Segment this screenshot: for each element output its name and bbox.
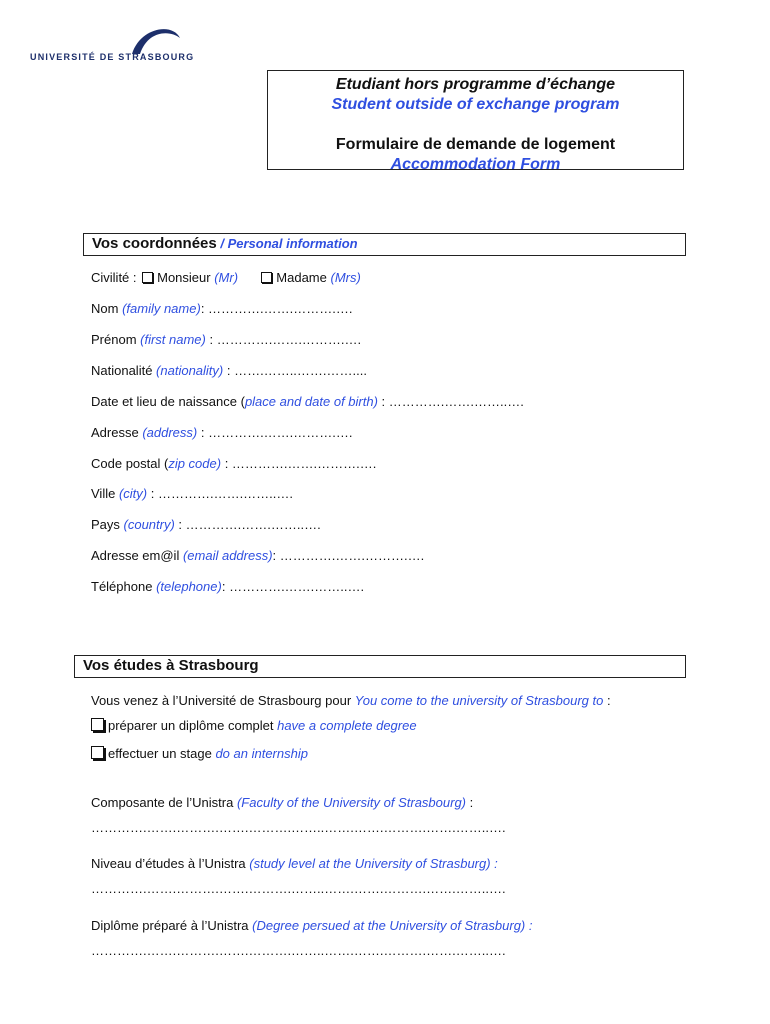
field-label-en: (address) — [142, 425, 198, 440]
field-dots: : ………….…….……….…. — [221, 456, 377, 471]
field-label-en: (nationality) — [156, 363, 224, 378]
intro-fr: Vous venez à l’Université de Strasbourg pour — [91, 693, 355, 708]
field-label: Adresse — [91, 425, 143, 440]
field-dots: : ………….…….……..…. — [221, 579, 365, 594]
option2-en: do an internship — [215, 746, 308, 761]
form-title-box — [267, 70, 684, 173]
university-logo — [30, 24, 200, 84]
option1-en: have a complete degree — [277, 718, 417, 733]
option-mrs-en: (Mrs) — [330, 270, 361, 285]
field-city[interactable] — [91, 486, 293, 501]
field-dots: : ………….…….……..…. — [147, 486, 294, 501]
civility-label: Civilité : — [91, 270, 141, 285]
field-label: Nom — [91, 301, 123, 316]
field-label: Nationalité — [91, 363, 157, 378]
field-nationality[interactable] — [91, 363, 367, 378]
option-mr-label: Monsieur — [157, 270, 215, 285]
section-personal-info-header — [83, 233, 686, 256]
q2-fr: Niveau d’études à l’Unistra — [91, 856, 250, 871]
q3-en: (Degree persued at the University of Strasburg) : — [252, 918, 533, 933]
q1-end: : — [466, 795, 474, 810]
field-dots: : ………….…….……..…. — [377, 394, 524, 409]
field-first-name[interactable] — [91, 332, 361, 347]
logo-text: UNIVERSITÉ DE STRASBOURG — [30, 52, 195, 62]
field-label: Ville — [91, 486, 119, 501]
question-faculty — [91, 795, 473, 810]
option-internship[interactable] — [91, 746, 308, 761]
option-mr-en: (Mr) — [214, 270, 239, 285]
section-title: Vos coordonnées — [92, 235, 217, 252]
field-dots: : ………….…….……..…. — [174, 517, 321, 532]
intro-en: You come to the university of Strasbourg to — [354, 693, 604, 708]
field-label: Pays — [91, 517, 124, 532]
section-subtitle: / Personal information — [216, 236, 358, 251]
field-dots: : ………….…….……….…. — [205, 332, 362, 347]
field-family-name[interactable] — [91, 301, 352, 316]
field-label: Prénom — [91, 332, 141, 347]
civility-row — [91, 270, 361, 285]
field-label-en: (city) — [118, 486, 148, 501]
studies-intro — [91, 693, 611, 708]
title-en-2: Accommodation Form — [390, 156, 561, 173]
section-studies-header — [74, 655, 686, 678]
field-label-en: zip code) — [168, 456, 222, 471]
checkbox-complete-degree[interactable] — [91, 718, 104, 731]
field-label: Date et lieu de naissance ( — [91, 394, 245, 409]
field-label-en: (first name) — [140, 332, 206, 347]
field-birth[interactable] — [91, 394, 524, 409]
field-zip-code[interactable] — [91, 456, 376, 471]
q2-en: (study level at the University of Strasburg) : — [249, 856, 498, 871]
answer-degree-dots[interactable]: ………….…….……….…….……….……..…….…….……….…….……..…. — [91, 943, 506, 958]
option-mrs-label: Madame — [276, 270, 331, 285]
q1-fr: Composante de l’Unistra — [91, 795, 237, 810]
intro-end: : — [603, 693, 611, 708]
field-address[interactable] — [91, 425, 353, 440]
answer-study-level-dots[interactable]: ………….…….……….…….……….……..…….…….……….…….……..…. — [91, 881, 506, 896]
checkbox-mrs[interactable] — [261, 272, 272, 283]
checkbox-internship[interactable] — [91, 746, 104, 759]
field-label-en: place and date of birth) — [244, 394, 378, 409]
title-en-1: Student outside of exchange program — [331, 96, 620, 113]
field-label-en: (email address) — [182, 548, 273, 563]
checkbox-mr[interactable] — [142, 272, 153, 283]
field-label-en: (country) — [123, 517, 175, 532]
field-label-en: (family name) — [122, 301, 201, 316]
option2-fr: effectuer un stage — [108, 746, 216, 761]
title-fr-1: Etudiant hors programme d’échange — [335, 76, 616, 93]
field-label: Adresse em@il — [91, 548, 183, 563]
answer-faculty-dots[interactable]: ………….…….……….…….……….……..…….…….……….…….……..…. — [91, 820, 506, 835]
q1-en: (Faculty of the University of Strasbourg) — [236, 795, 466, 810]
field-label-en: (telephone) — [156, 579, 222, 594]
field-label: Téléphone — [91, 579, 157, 594]
field-dots: : ………….…….……….…. — [200, 301, 353, 316]
option1-fr: préparer un diplôme complet — [108, 718, 278, 733]
question-study-level — [91, 856, 498, 871]
field-dots: : ………….…….……….…. — [272, 548, 425, 563]
option-complete-degree[interactable] — [91, 718, 417, 733]
field-telephone[interactable] — [91, 579, 364, 594]
field-email[interactable] — [91, 548, 424, 563]
title-fr-2: Formulaire de demande de logement — [335, 136, 616, 153]
field-dots: : ………….…….……….…. — [197, 425, 353, 440]
question-degree — [91, 918, 532, 933]
field-dots: : …….……..…….…….... — [223, 363, 367, 378]
field-country[interactable] — [91, 517, 321, 532]
section-title: Vos études à Strasbourg — [83, 657, 259, 674]
q3-fr: Diplôme préparé à l’Unistra — [91, 918, 253, 933]
field-label: Code postal ( — [91, 456, 169, 471]
